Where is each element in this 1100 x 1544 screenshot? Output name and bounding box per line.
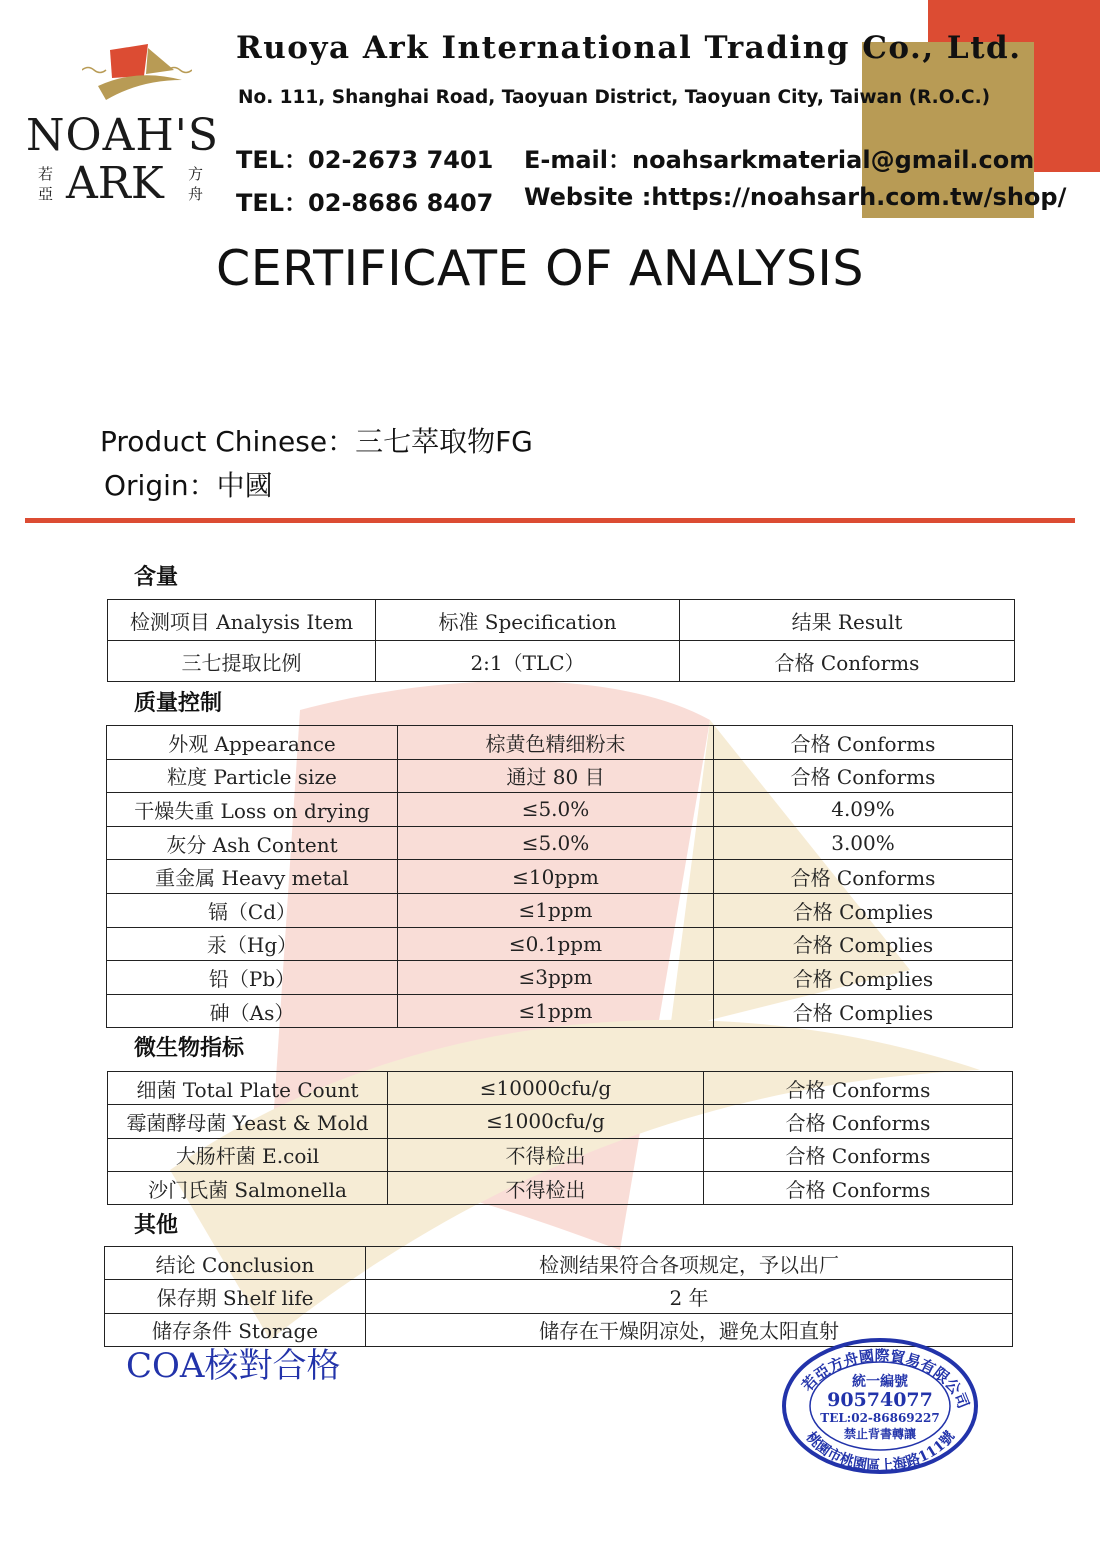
table-row	[107, 726, 1013, 760]
telephone-2: TEL：02-8686 8407	[236, 189, 494, 217]
item-cell: 汞（Hg）	[107, 927, 398, 961]
logo-cjk-left: 若亞	[38, 165, 54, 203]
company-name: Ruoya Ark International Trading Co., Ltd.	[236, 30, 1022, 66]
spec-cell: 不得检出	[388, 1138, 704, 1171]
item-cell: 霉菌酵母菌 Yeast & Mold	[108, 1105, 388, 1138]
table-row	[107, 826, 1013, 860]
divider-rule	[25, 518, 1075, 523]
table-row	[105, 1280, 1013, 1313]
spec-cell: ≤3ppm	[398, 961, 714, 995]
result-cell: 合格 Conforms	[704, 1072, 1013, 1105]
micro-table	[107, 1071, 1013, 1205]
item-cell: 铅（Pb）	[107, 961, 398, 995]
other-table	[104, 1246, 1013, 1347]
result-cell: 合格 Complies	[714, 961, 1013, 995]
item-cell: 储存条件 Storage	[105, 1313, 366, 1346]
section-heading-quality: 质量控制	[134, 690, 223, 716]
table-row	[107, 927, 1013, 961]
result-cell: 合格 Conforms	[704, 1138, 1013, 1171]
item-cell: 重金属 Heavy metal	[107, 860, 398, 894]
spec-cell: ≤10000cfu/g	[388, 1072, 704, 1105]
stamp-address: 桃園市桃園區上海路111號	[802, 1428, 959, 1475]
stamp-tax-id: 90574077	[827, 1389, 933, 1411]
item-cell: 砷（As）	[107, 994, 398, 1028]
item-cell: 灰分 Ash Content	[107, 826, 398, 860]
table-row	[108, 1138, 1013, 1171]
spec-cell: 不得检出	[388, 1171, 704, 1204]
quality-table	[106, 725, 1013, 1028]
ship-logo-icon	[82, 40, 192, 105]
value-cell: 2 年	[366, 1280, 1013, 1313]
table-row	[107, 994, 1013, 1028]
table-row	[108, 641, 1015, 682]
stamp-line-4: 禁止背書轉讓	[843, 1427, 917, 1441]
table-row	[107, 793, 1013, 827]
item-cell: 粒度 Particle size	[107, 759, 398, 793]
logo-wordmark-ark: ARK	[66, 158, 164, 209]
spec-cell: ≤1000cfu/g	[388, 1105, 704, 1138]
email-address: E-mail：noahsarkmaterial@gmail.com	[524, 146, 1035, 174]
telephone-1: TEL：02-2673 7401	[236, 146, 494, 174]
result-cell: 3.00%	[714, 826, 1013, 860]
result-cell: 合格 Conforms	[680, 641, 1015, 682]
value-cell: 检测结果符合各项规定，予以出厂	[366, 1247, 1013, 1280]
table-row	[107, 759, 1013, 793]
result-cell: 4.09%	[714, 793, 1013, 827]
result-cell: 合格 Complies	[714, 893, 1013, 927]
spec-cell: 通过 80 目	[398, 759, 714, 793]
item-cell: 细菌 Total Plate Count	[108, 1072, 388, 1105]
stamp-line-1: 統一編號	[852, 1374, 908, 1390]
website-address: Website :https://noahsarh.com.tw/shop/	[524, 183, 1067, 211]
result-cell: 合格 Complies	[714, 927, 1013, 961]
spec-cell: 棕黄色精细粉末	[398, 726, 714, 760]
table-row	[108, 1105, 1013, 1138]
table-row	[107, 961, 1013, 995]
table-header-row	[108, 600, 1015, 641]
item-cell: 结论 Conclusion	[105, 1247, 366, 1280]
result-cell: 合格 Conforms	[714, 759, 1013, 793]
item-cell: 干燥失重 Loss on drying	[107, 793, 398, 827]
coa-verified-note: COA核對合格	[126, 1346, 341, 1386]
section-heading-other: 其他	[134, 1212, 179, 1238]
company-seal-stamp	[780, 1336, 980, 1476]
result-cell: 合格 Conforms	[714, 726, 1013, 760]
document-title: CERTIFICATE OF ANALYSIS	[216, 240, 864, 297]
result-cell: 合格 Complies	[714, 994, 1013, 1028]
spec-cell: 2:1（TLC）	[376, 641, 680, 682]
product-origin: Origin：中國	[104, 469, 273, 502]
header-cell-result: 结果 Result	[680, 600, 1015, 641]
spec-cell: ≤10ppm	[398, 860, 714, 894]
table-row	[107, 893, 1013, 927]
product-name: Product Chinese：三七萃取物FG	[100, 425, 533, 458]
item-cell: 大肠杆菌 E.coil	[108, 1138, 388, 1171]
item-cell: 镉（Cd）	[107, 893, 398, 927]
noahs-ark-logo	[22, 40, 222, 220]
value-cell: 储存在干燥阴凉处，避免太阳直射	[366, 1313, 1013, 1346]
table-row	[107, 860, 1013, 894]
spec-cell: ≤0.1ppm	[398, 927, 714, 961]
logo-cjk-right: 方舟	[188, 165, 204, 203]
result-cell: 合格 Conforms	[704, 1105, 1013, 1138]
company-address: No. 111, Shanghai Road, Taoyuan District, Taoyuan City, Taiwan (R.O.C.)	[238, 87, 991, 108]
header-cell-item: 检测项目 Analysis Item	[108, 600, 376, 641]
item-cell: 保存期 Shelf life	[105, 1280, 366, 1313]
result-cell: 合格 Conforms	[714, 860, 1013, 894]
item-cell: 外观 Appearance	[107, 726, 398, 760]
content-table	[107, 599, 1015, 682]
stamp-tel: TEL:02-86869227	[820, 1411, 940, 1425]
spec-cell: ≤1ppm	[398, 994, 714, 1028]
spec-cell: ≤5.0%	[398, 826, 714, 860]
spec-cell: ≤1ppm	[398, 893, 714, 927]
logo-wordmark-noahs: NOAH'S	[26, 110, 219, 161]
table-row	[108, 1171, 1013, 1204]
header-cell-spec: 标准 Specification	[376, 600, 680, 641]
item-cell: 沙门氏菌 Salmonella	[108, 1171, 388, 1204]
table-row	[108, 1072, 1013, 1105]
result-cell: 合格 Conforms	[704, 1171, 1013, 1204]
spec-cell: ≤5.0%	[398, 793, 714, 827]
stamp-ring-text: 若亞方舟國際貿易有限公司	[798, 1346, 973, 1412]
section-heading-micro: 微生物指标	[134, 1035, 245, 1061]
item-cell: 三七提取比例	[108, 641, 376, 682]
table-row	[105, 1247, 1013, 1280]
section-heading-content: 含量	[134, 564, 179, 590]
